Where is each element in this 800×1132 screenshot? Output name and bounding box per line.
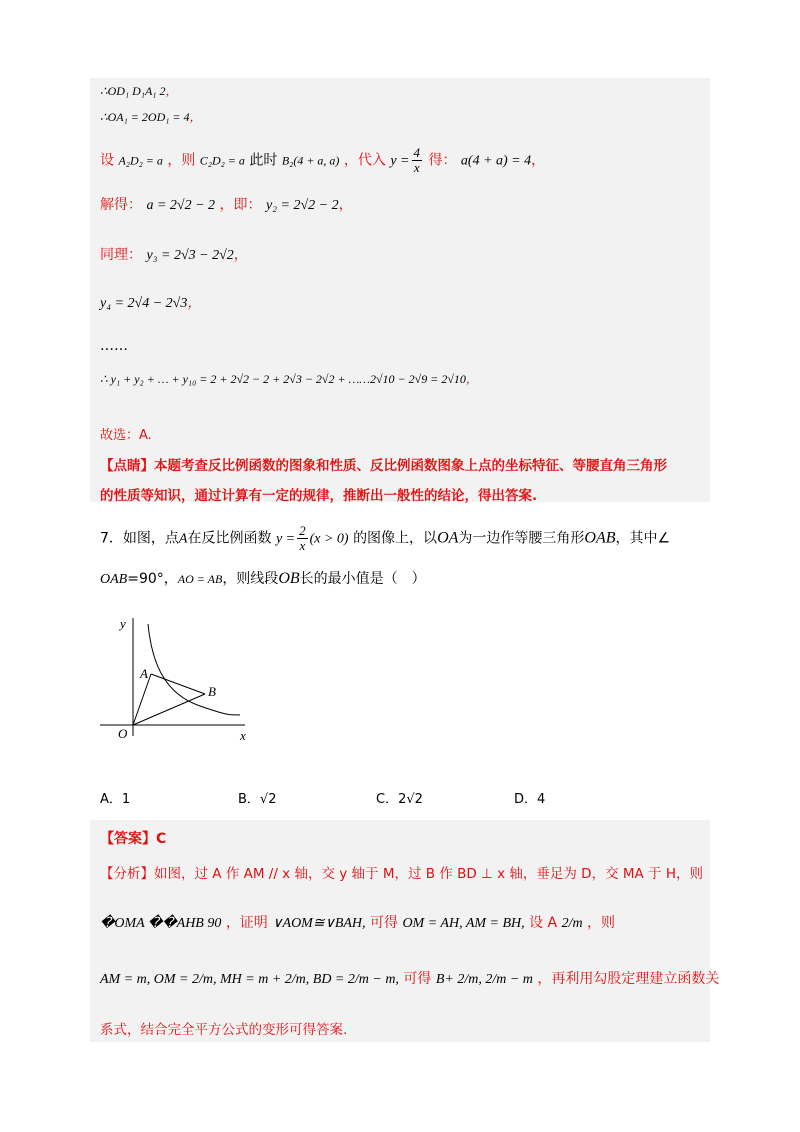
sol-line-2: ∴OA₁ = 2OD₁ = 4， xyxy=(100,110,202,124)
sol-line-8: ∴ y₁ + y₂ + … + y₁₀ = 2 + 2√2 − 2 + 2√3 − 2√2 + ……2√10 − 2√9 = 2√10， xyxy=(100,372,478,386)
segment-AB xyxy=(151,674,205,694)
option-a[interactable]: A．1 xyxy=(100,792,131,807)
sol-line-3: 设 A₂D₂ = a ，则 C₂D₂ = a 此时 B₂(4 + a, a) ，代入 y = $\frac{4}{x}$ 得： a(4 + a) = 4， xyxy=(100,145,546,175)
analysis-line-4: 系式，结合完全平方公式的变形可得答案. xyxy=(100,1022,348,1038)
comment-line-1: 【点睛】本题考查反比例函数的图象和性质、反比例函数图象上点的坐标特征、等腰直角三角形 xyxy=(100,458,667,474)
answer-line: 【答案】C xyxy=(100,831,167,847)
segment-OB xyxy=(133,694,205,725)
analysis-line-1: 【分析】如图，过 A 作 AM // x 轴，交 y 轴于 M，过 B 作 BD ⊥ x 轴，垂足为 D，交 MA 于 H，则 xyxy=(100,866,703,882)
sol-line-5: 同理： y₃ = 2√3 − 2√2， xyxy=(100,247,248,263)
solution-panel-top xyxy=(90,78,710,502)
comment-line-2: 的性质等知识，通过计算有一定的规律，推断出一般性的结论，得出答案. xyxy=(100,488,538,504)
analysis-line-2: �OMA ��AHB 90 ，证明 ∨AOM≅∨BAH, 可得 OM = AH, AM = BH, 设 A 2/m ，则 xyxy=(100,915,616,931)
sol-line-7: …… xyxy=(100,338,128,354)
question-figure xyxy=(100,614,260,744)
question-line-1: 7．如图，点A在反比例函数 y = $\frac{2}{x}$ (x > 0) 的图像上，以OA为一边作等腰三角形OAB，其中∠ xyxy=(100,523,671,553)
sol-line-1: ∴OD₁ D₁A₁ 2， xyxy=(100,84,178,98)
y-axis-label: y xyxy=(120,616,126,631)
option-d[interactable]: D．4 xyxy=(514,792,546,807)
option-c[interactable]: C．2√2 xyxy=(376,792,423,807)
hyperbola-curve xyxy=(148,624,240,715)
sol-line-4: 解得： a = 2√2 − 2 ，即： y₂ = 2√2 − 2， xyxy=(100,197,353,213)
analysis-line-3: AM = m, OM = 2/m, MH = m + 2/m, BD = 2/m − m, 可得 B+ 2/m, 2/m − m ，再利用勾股定理建立函数关 xyxy=(100,971,720,987)
origin-label: O xyxy=(118,726,128,741)
sol-line-6: y₄ = 2√4 − 2√3， xyxy=(100,296,202,311)
option-b[interactable]: B．√2 xyxy=(238,792,277,807)
sol-line-9: 故选：A. xyxy=(100,428,152,443)
segment-OA xyxy=(133,674,151,725)
point-B-label: B xyxy=(208,684,216,699)
question-line-2: OAB=90°，AO = AB，则线段OB长的最小值是（ ） xyxy=(100,570,426,587)
point-A-label: A xyxy=(140,666,148,681)
x-axis-label: x xyxy=(240,728,246,743)
